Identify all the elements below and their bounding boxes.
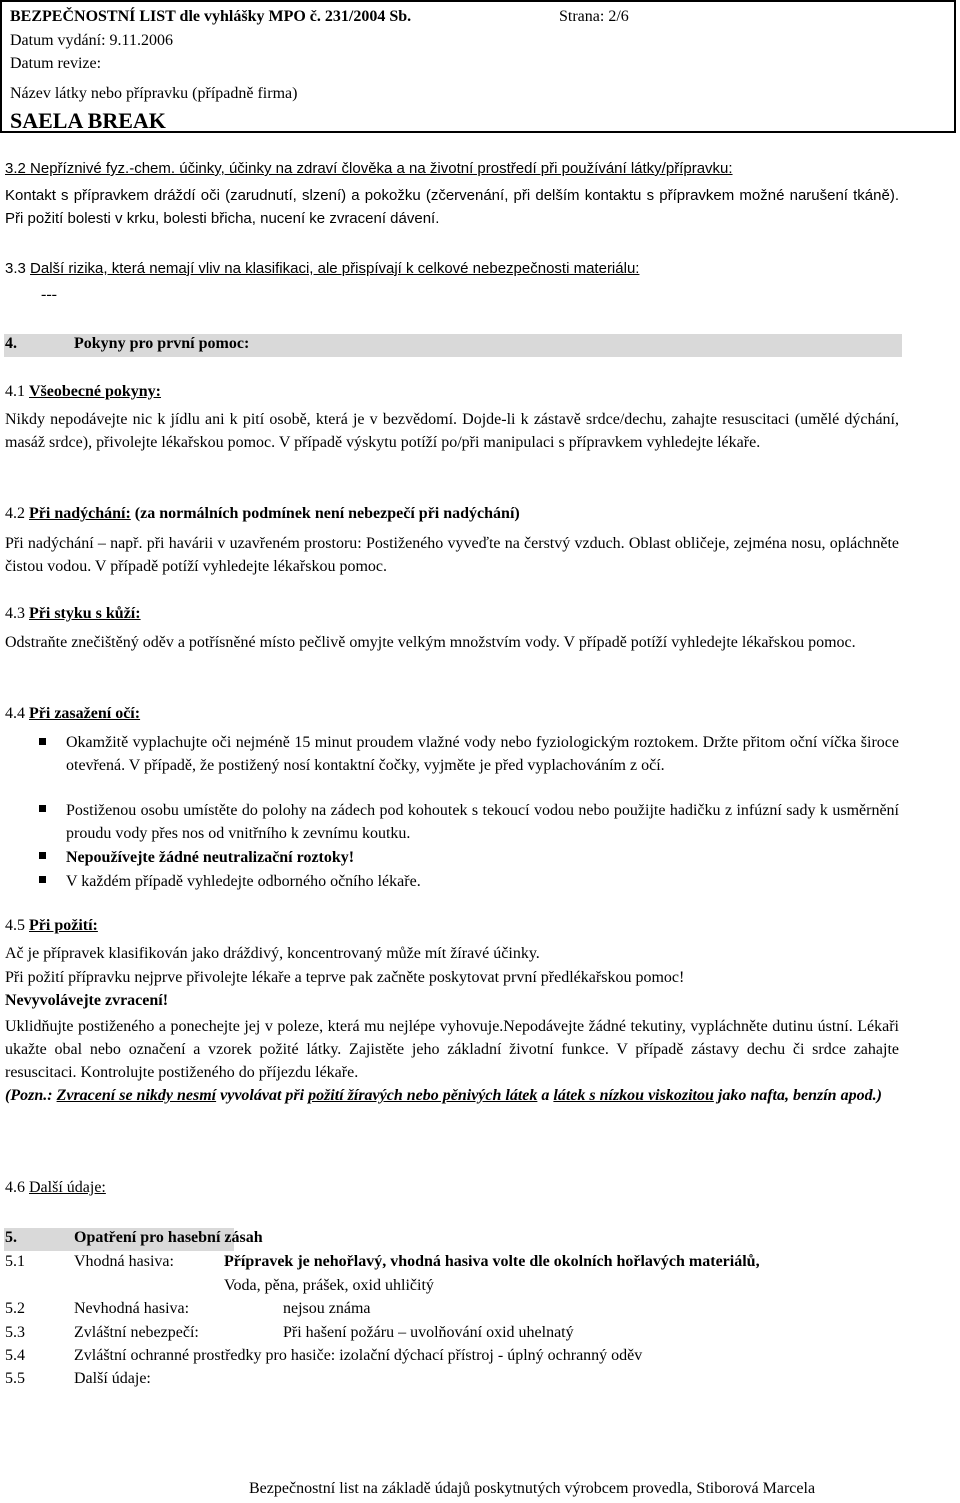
section-4-5-number: 4.5 [5, 917, 25, 934]
section-4-5-note [5, 1084, 899, 1107]
section-4-2-number: 4.2 [5, 505, 25, 522]
note-part: a [537, 1087, 554, 1104]
section-4-5-line-3: Nevyvolávejte zvracení! [5, 992, 169, 1009]
section-4-5-heading [5, 917, 98, 935]
row-label: Zvláštní ochranné prostředky pro hasiče: [74, 1347, 336, 1364]
section-5-heading [5, 1229, 263, 1247]
section-4-4-title: Při zasažení očí: [29, 705, 141, 722]
fire-row-5-1-value: Přípravek je nehořlavý, vhodná hasiva volte dle okolních hořlavých materiálů, [224, 1253, 760, 1270]
fire-row-5-3-value: Při hašení požáru – uvolňování oxid uhelnatý [283, 1324, 574, 1341]
fire-row-5-3 [5, 1324, 199, 1342]
section-4-6-title: Další údaje: [29, 1179, 106, 1196]
section-4-2-text: Při nadýchání – např. při havárii v uzavřeném prostoru: Postiženého vyveďte na čerstvý vzduch. Oblast obličeje, zejména nosu, opláchněte čistou vodou. V případě potíží vyhledejte lékařskou pomoc. [5, 535, 899, 575]
fire-row-5-2-value: nejsou známa [283, 1300, 371, 1317]
fire-row-5-1 [5, 1253, 174, 1271]
section-3-2-title: 3.2 Nepříznivé fyz.-chem. účinky, účinky na zdraví člověka a na životní prostředí při používání látky/přípravku: [5, 160, 733, 177]
note-underlined: látek s nízkou viskozitou [553, 1087, 714, 1104]
section-3-3-text: --- [41, 286, 57, 303]
section-4-5-line-2: Při požití přípravku nejprve přivolejte lékaře a teprve pak začněte poskytovat první předlékařskou pomoc! [5, 969, 685, 986]
bullet-icon [39, 852, 46, 859]
section-4-1-heading [5, 383, 161, 401]
row-number: 5.2 [5, 1300, 25, 1317]
eye-bullet-1: Okamžitě vyplachujte oči nejméně 15 minut proudem vlažné vody nebo fyziologickým roztokem. Držte přitom oční víčka široce otevřená. V případě, že postižený nosí kontaktní čočky, vyjměte je před vyplachováním z očí. [66, 734, 899, 774]
bullet-icon [39, 805, 46, 812]
section-4-5-text: Uklidňujte postiženého a ponechejte jej v poleze, která mu nejlépe vyhovuje.Nepodávejte žádné tekutiny, vypláchněte dutinu ústní. Lékaři ukažte obal nebo označení a vzorek požité látky. Zajistěte jeho základní životní funkce. V případě zástavy dechu či srdce zahajte resuscitaci. Kontrolujte postiženého do příjezdu lékaře. [5, 1018, 899, 1081]
section-4-number: 4. [5, 335, 17, 352]
section-4-2-note: (za normálních podmínek není nebezpečí při nadýchání) [134, 505, 520, 522]
bullet-icon [39, 876, 46, 883]
section-3-2-text: Kontakt s přípravkem dráždí oči (zarudnutí, slzení) a pokožku (zčervenání, při delším kontaktu s přípravkem možné narušení tkáně). Při požití bolesti v krku, bolesti břicha, nucení ke zvracení dávení. [5, 187, 899, 227]
section-4-3-title: Při styku s kůží: [29, 605, 141, 622]
page-number: Strana: 2/6 [559, 8, 629, 25]
fire-row-5-2 [5, 1300, 189, 1318]
section-4-6-number: 4.6 [5, 1179, 25, 1196]
note-part: (Pozn.: [5, 1087, 57, 1104]
row-label: Vhodná hasiva: [74, 1253, 174, 1270]
section-3-3-number: 3.3 [5, 260, 26, 277]
section-5-number: 5. [5, 1229, 17, 1246]
document-title: BEZPEČNOSTNÍ LIST dle vyhlášky MPO č. 231/2004 Sb. [10, 8, 412, 25]
eye-bullet-3: Nepoužívejte žádné neutralizační roztoky! [66, 849, 355, 866]
fire-row-5-5 [5, 1370, 151, 1388]
row-number: 5.5 [5, 1370, 25, 1387]
section-4-5-title: Při požití: [29, 917, 98, 934]
section-4-title: Pokyny pro první pomoc: [74, 335, 250, 352]
note-underlined: požití žíravých nebo pěnivých látek [308, 1087, 538, 1104]
fire-row-5-4 [5, 1347, 642, 1365]
footer-text: Bezpečnostní list na základě údajů poskytnutých výrobcem provedla, Stiborová Marcela [249, 1480, 816, 1497]
section-4-1-number: 4.1 [5, 383, 25, 400]
note-underlined: Zvracení se nikdy nesmí [56, 1087, 217, 1104]
section-3-3-title: Další rizika, která nemají vliv na klasifikaci, ale přispívají k celkové nebezpečnosti materiálu: [30, 260, 640, 277]
section-4-5-line-1: Ač je přípravek klasifikován jako dráždivý, koncentrovaný může mít žíravé účinky. [5, 945, 540, 962]
eye-bullet-4: V každém případě vyhledejte odborného očního lékaře. [66, 873, 421, 890]
revision-date: Datum revize: [10, 55, 102, 72]
section-4-3-number: 4.3 [5, 605, 25, 622]
row-label: Zvláštní nebezpečí: [74, 1324, 199, 1341]
row-label: Nevhodná hasiva: [74, 1300, 190, 1317]
section-4-1-title: Všeobecné pokyny: [29, 383, 162, 400]
note-part: vyvolávat při [216, 1087, 309, 1104]
note-part: jako nafta, benzín apod.) [713, 1087, 882, 1104]
section-4-6-heading [5, 1179, 106, 1197]
document-header [0, 0, 956, 133]
section-4-heading [5, 335, 249, 353]
section-4-4-number: 4.4 [5, 705, 25, 722]
product-name: SAELA BREAK [10, 108, 166, 133]
section-4-3-heading [5, 605, 141, 623]
section-4-4-heading [5, 705, 140, 723]
row-number: 5.4 [5, 1347, 25, 1364]
issue-date: Datum vydání: 9.11.2006 [10, 32, 173, 49]
row-number: 5.3 [5, 1324, 25, 1341]
row-label: Další údaje: [74, 1370, 151, 1387]
section-5-title: Opatření pro hasební zásah [74, 1229, 263, 1246]
bullet-icon [39, 738, 46, 745]
fire-row-5-1-value-2: Voda, pěna, prášek, oxid uhličitý [224, 1277, 434, 1294]
product-label: Název látky nebo přípravku (případně firma) [10, 85, 298, 102]
section-4-1-text: Nikdy nepodávejte nic k jídlu ani k pití osobě, která je v bezvědomí. Dojde-li k zástavě srdce/dechu, zahajte resuscitaci (umělé dýchání, masáž srdce), přivolejte lékařskou pomoc. V případě výskytu potíží po/při manipulaci s přípravkem vyhledejte lékaře. [5, 411, 899, 451]
section-3-3-heading [5, 260, 639, 277]
section-4-2-heading [5, 505, 520, 523]
eye-bullet-2: Postiženou osobu umístěte do polohy na zádech pod kohoutek s tekoucí vodou nebo použijte hadičku z infúzní sady k usměrnění proudu vody přes nos od vnitřního k zevnímu koutku. [66, 802, 899, 842]
row-number: 5.1 [5, 1253, 25, 1270]
row-value: izolační dýchací přístroj - úplný ochranný oděv [339, 1347, 643, 1364]
section-4-2-title: Při nadýchání: [29, 505, 131, 522]
section-4-3-text: Odstraňte znečištěný oděv a potřísněné místo pečlivě omyjte velkým množstvím vody. V případě potíží vyhledejte lékařskou pomoc. [5, 634, 856, 651]
